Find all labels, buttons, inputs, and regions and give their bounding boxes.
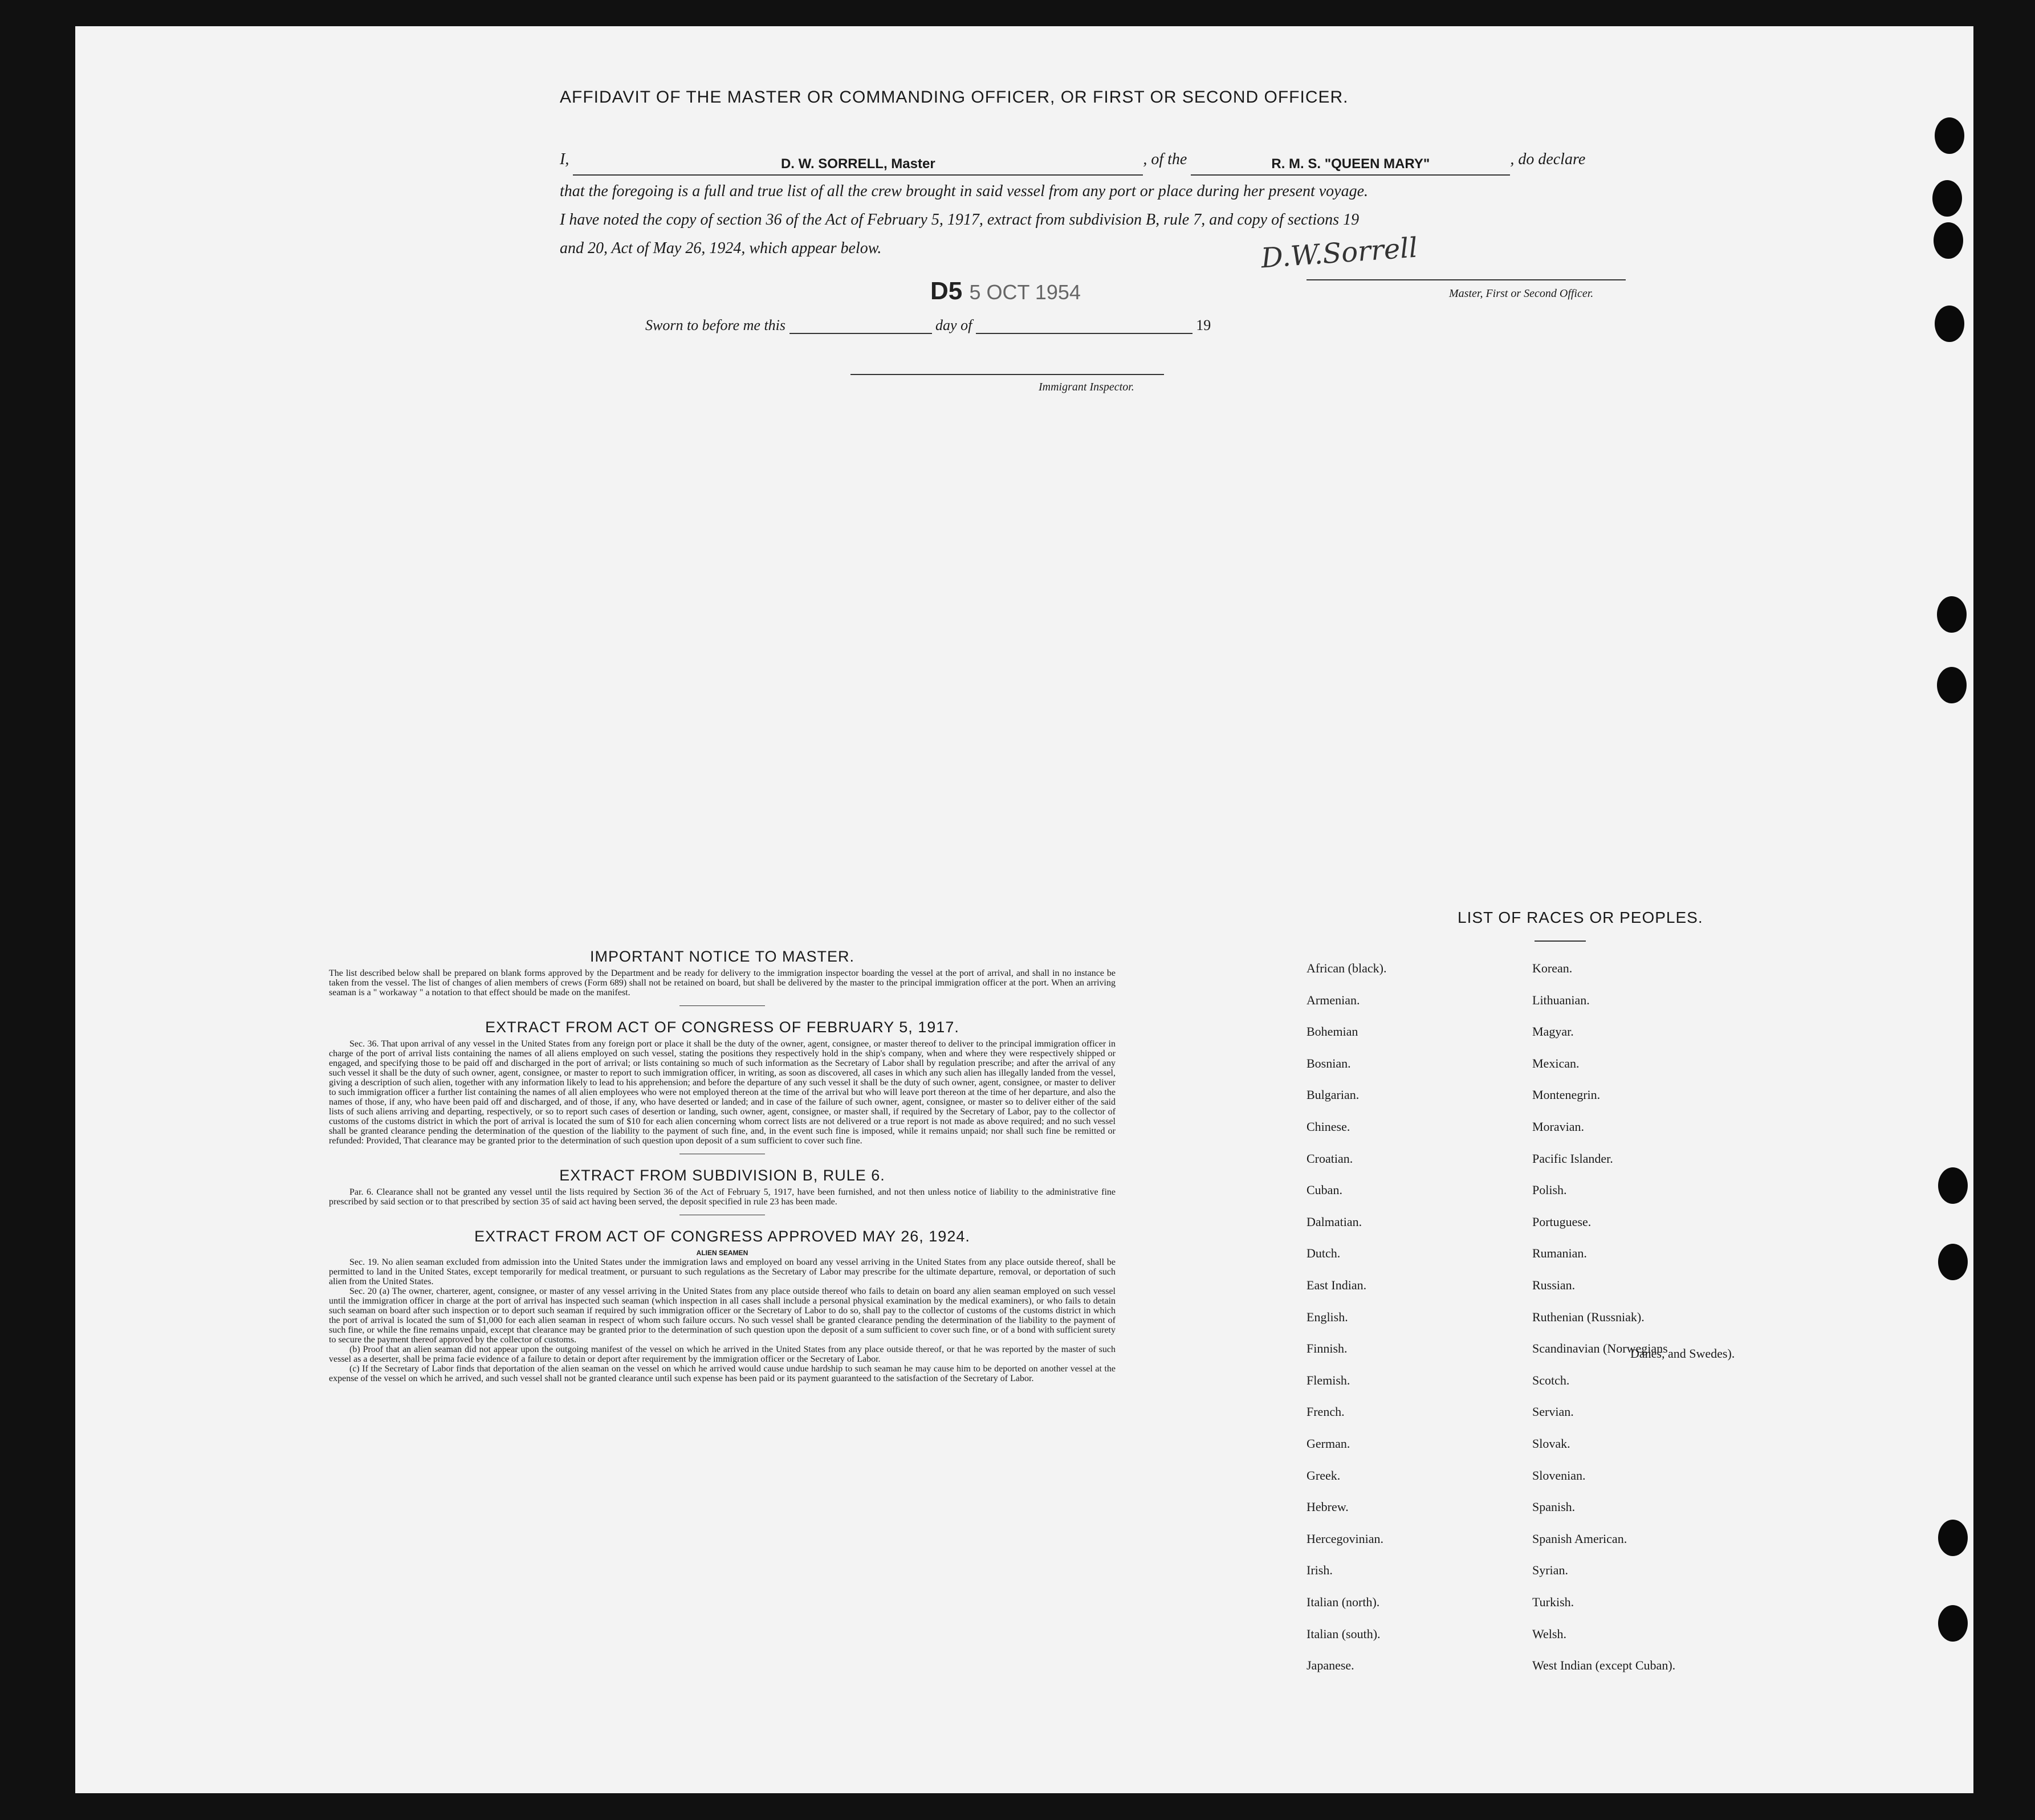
affidavit-title: AFFIDAVIT OF THE MASTER OR COMMANDING OFFICER, OR FIRST OR SECOND OFFICER. [560, 88, 1349, 107]
race-item: French. [1307, 1404, 1345, 1419]
race-item: Hebrew. [1307, 1500, 1349, 1514]
race-item: Spanish. [1532, 1500, 1576, 1514]
race-item: Magyar. [1532, 1024, 1574, 1039]
race-item: Syrian. [1532, 1563, 1568, 1578]
punch-hole [1932, 180, 1962, 217]
race-item: Hercegovinian. [1307, 1531, 1383, 1546]
of-the-label: , of the [1143, 150, 1187, 168]
race-item: African (black). [1307, 961, 1387, 975]
race-item: Greek. [1307, 1468, 1341, 1483]
race-item: Russian. [1532, 1278, 1576, 1292]
declaration-line-4: and 20, Act of May 26, 1924, which appear below. [560, 239, 882, 257]
punch-hole [1937, 667, 1967, 703]
date-stamp [930, 277, 1081, 306]
race-item: Croatian. [1307, 1151, 1353, 1166]
race-item: Mexican. [1532, 1056, 1580, 1070]
race-item: Ruthenian (Russniak). [1532, 1309, 1645, 1324]
important-notice [329, 947, 1116, 1383]
sworn-label: Sworn to before me this [645, 317, 786, 333]
punch-hole [1938, 1244, 1968, 1280]
punch-hole [1938, 1605, 1968, 1642]
punch-hole [1937, 596, 1967, 633]
year-prefix: 19 [1196, 317, 1211, 333]
races-title: LIST OF RACES OR PEOPLES. [1458, 909, 1703, 926]
punch-hole [1938, 1167, 1968, 1204]
sec19-text: Sec. 19. No alien seaman excluded from admission into the United States under the immigration laws and employed on board any vessel arriving in the United States from any place outside thereof, shall be permitted to land in the United States, except temporarily for medical treatment, or pursuant to such regulations as the Secretary of Labor may prescribe for the ultimate departure, removal, or deportation of such alien from the United States. [329, 1257, 1116, 1286]
race-item: Slovak. [1532, 1436, 1570, 1451]
race-item: Dutch. [1307, 1246, 1341, 1261]
race-item: Bohemian [1307, 1024, 1358, 1039]
sec20c-text: (c) If the Secretary of Labor finds that deportation of the alien seaman on the vessel on which he arrived would cause undue hardship to such seaman he may cause him to be deported on another vessel at the expense of the vessel on which he arrived, and such vessel shall not be granted clearance until such expense has been paid or its payment guaranteed to the satisfaction of the Secretary of Labor. [329, 1364, 1116, 1383]
i-label: I, [560, 150, 569, 168]
declaration-line-3: I have noted the copy of section 36 of the Act of February 5, 1917, extract from subdivision B, rule 7, and copy of sections 19 [560, 211, 1360, 229]
race-item: Welsh. [1532, 1626, 1566, 1641]
stamp-main: D5 [930, 277, 963, 305]
sworn-month-field [976, 333, 1192, 334]
notice-text: The list described below shall be prepared on blank forms approved by the Department and be ready for delivery to the immigration inspector boarding the vessel at the port of arrival, and shall in no instance be taken from the vessel. The list of changes of alien members of crews (Form 689) shall not be retained on board, but shall be delivered by the master to the principal immigration officer at the port. When an arriving seaman is a " workaway " a notation to that effect should be made on the manifest. [329, 968, 1116, 997]
punch-hole [1934, 222, 1963, 259]
extract1-text: Sec. 36. That upon arrival of any vessel in the United States from any foreign port or place it shall be the duty of the owner, agent, consignee, or master thereof to deliver to the principal immigration officer in charge of the port of arrival lists containing the names of all aliens employed on such vessel, stating the positions they respectively hold in the ship's company, when and where they were respectively shipped or engaged, and specifying those to be paid off and discharged in the port of arrival; or lists containing so much of such information as the Secretary of Labor shall by regulation prescribe; and after the arrival of any such vessel it shall be the duty of such owner, agent, consignee, or master to report to such immigration officer, in writing, as soon as discovered, all cases in which any such alien has illegally landed from the vessel, giving a description of such alien, together with any information likely to lead to his apprehension; and before the departure of any such vessel it shall be the duty of such owner, agent, consignee, or master to deliver to such immigration officer a further list containing the names of all alien employees who were not employed thereon at the time of the arrival but who will leave port thereon at the time of her departure, and also the names of those, if any, who have been paid off and discharged, and of those, if any, who have deserted or landed; and in case of the failure of such owner, agent, consignee, or master so to deliver either of the said lists of such aliens arriving and departing, respectively, or so to report such cases of desertion or landing, such owner, agent, consignee, or master shall, if required by the Secretary of Labor, pay to the collector of customs of the customs district in which the port of arrival is located the sum of $10 for each alien concerning whom correct lists are not delivered or a true report is not made as above required; and no such vessel shall be granted clearance pending the determination of the question of the liability to the payment of such fine, and, in the event such fine is imposed, while it remains unpaid; nor shall such fine be remitted or refunded: Provided, That clearance may be granted prior to the determination of such question upon deposit of a sum sufficient to cover such fine. [329, 1039, 1116, 1146]
race-item: Armenian. [1307, 992, 1360, 1007]
signature-caption: Master, First or Second Officer. [1449, 287, 1594, 300]
race-item: Polish. [1532, 1183, 1567, 1198]
extract1-title: EXTRACT FROM ACT OF CONGRESS OF FEBRUARY 5, 1917. [485, 1019, 959, 1036]
race-item: Lithuanian. [1532, 992, 1590, 1007]
race-item: Bulgarian. [1307, 1088, 1360, 1102]
race-item: Montenegrin. [1532, 1088, 1601, 1102]
race-item: East Indian. [1307, 1278, 1367, 1292]
race-item: Turkish. [1532, 1595, 1574, 1609]
sec20b-text: (b) Proof that an alien seaman did not appear upon the outgoing manifest of the vessel on which he arrived in the United States from any place outside thereof, or that he was reported by the master of such vessel as a deserter, shall be prima facie evidence of a failure to detain or deport after requirement by the immigration officer or the Secretary of Labor. [329, 1345, 1116, 1364]
race-item: Rumanian. [1532, 1246, 1587, 1261]
inspector-signature-line [850, 374, 1164, 375]
document-page [75, 26, 1973, 1793]
race-item: Scotch. [1532, 1373, 1570, 1387]
signature-line [1307, 279, 1626, 280]
race-item-continuation: Danes, and Swedes). [1630, 1346, 1735, 1361]
race-item: Cuban. [1307, 1183, 1342, 1198]
race-item: Italian (north). [1307, 1595, 1380, 1609]
notice-title: IMPORTANT NOTICE TO MASTER. [589, 948, 855, 965]
sec20a-text: Sec. 20 (a) The owner, charterer, agent, consignee, or master of any vessel arriving in the United States from any place outside thereof who fails to detain on board any alien seaman employed on such vessel until the immigration officer in charge at the port of arrival has inspected such seaman (which inspection in all cases shall include a personal physical examination by the medical examiners), or who fails to detain such seaman on board after such inspection or to deport such seaman if required by such immigration officer or the Secretary of Labor to do so, shall pay to the collector of customs of the customs district in which the port of arrival is located the sum of $1,000 for each alien seaman in respect of whom such failure occurs. No such vessel shall be granted clearance pending the determination of the liability to the payment of such fine, or while the fine remains unpaid, except that clearance may be granted prior to the determination of such question upon the deposit of a sum sufficient to cover such fine, or of a bond with sufficient surety to secure the payment thereof approved by the collector of customs. [329, 1286, 1116, 1345]
punch-hole [1935, 117, 1964, 154]
sworn-line [645, 317, 1211, 334]
extract3-subtitle: ALIEN SEAMEN [696, 1249, 748, 1257]
race-item: Japanese. [1307, 1658, 1354, 1673]
race-item: Scandinavian (Norwegians [1532, 1341, 1668, 1356]
race-item: Bosnian. [1307, 1056, 1351, 1070]
race-item: Finnish. [1307, 1341, 1348, 1356]
day-of-label: day of [935, 317, 972, 333]
race-item: Portuguese. [1532, 1214, 1592, 1229]
sworn-day-field [789, 333, 932, 334]
master-name-field: D. W. SORRELL, Master [573, 154, 1143, 176]
vessel-name-field: R. M. S. "QUEEN MARY" [1191, 154, 1510, 176]
race-item: Servian. [1532, 1404, 1574, 1419]
race-item: Chinese. [1307, 1119, 1350, 1134]
divider [1535, 940, 1586, 942]
race-item: Korean. [1532, 961, 1573, 975]
punch-hole [1935, 306, 1964, 342]
race-item: West Indian (except Cuban). [1532, 1658, 1676, 1673]
race-item: English. [1307, 1309, 1348, 1324]
race-item: Irish. [1307, 1563, 1333, 1578]
stamp-date: 5 OCT 1954 [969, 280, 1081, 304]
race-item: Slovenian. [1532, 1468, 1586, 1483]
race-item: Flemish. [1307, 1373, 1350, 1387]
race-item: Pacific Islander. [1532, 1151, 1613, 1166]
declaration-line-2: that the foregoing is a full and true list of all the crew brought in said vessel from any port or place during her present voyage. [560, 182, 1369, 200]
extract2-text: Par. 6. Clearance shall not be granted any vessel until the lists required by Section 36 of the Act of February 5, 1917, have been furnished, and not then unless notice of liability to the administrative fine prescribed by said section or to that prescribed by section 35 of said act having been served, the deposit specified in rule 23 has been made. [329, 1187, 1116, 1207]
extract2-title: EXTRACT FROM SUBDIVISION B, RULE 6. [559, 1167, 885, 1184]
extract3-title: EXTRACT FROM ACT OF CONGRESS APPROVED MAY 26, 1924. [474, 1228, 970, 1245]
race-item: German. [1307, 1436, 1350, 1451]
master-signature: D.W.Sorrell [1260, 231, 1419, 275]
punch-hole [1938, 1520, 1968, 1556]
race-item: Dalmatian. [1307, 1214, 1362, 1229]
race-item: Italian (south). [1307, 1626, 1381, 1641]
divider [679, 1005, 765, 1006]
race-item: Moravian. [1532, 1119, 1585, 1134]
do-declare-label: , do declare [1510, 150, 1586, 168]
declaration-line-1 [560, 144, 1666, 176]
race-item: Spanish American. [1532, 1531, 1627, 1546]
inspector-caption: Immigrant Inspector. [1039, 381, 1134, 393]
